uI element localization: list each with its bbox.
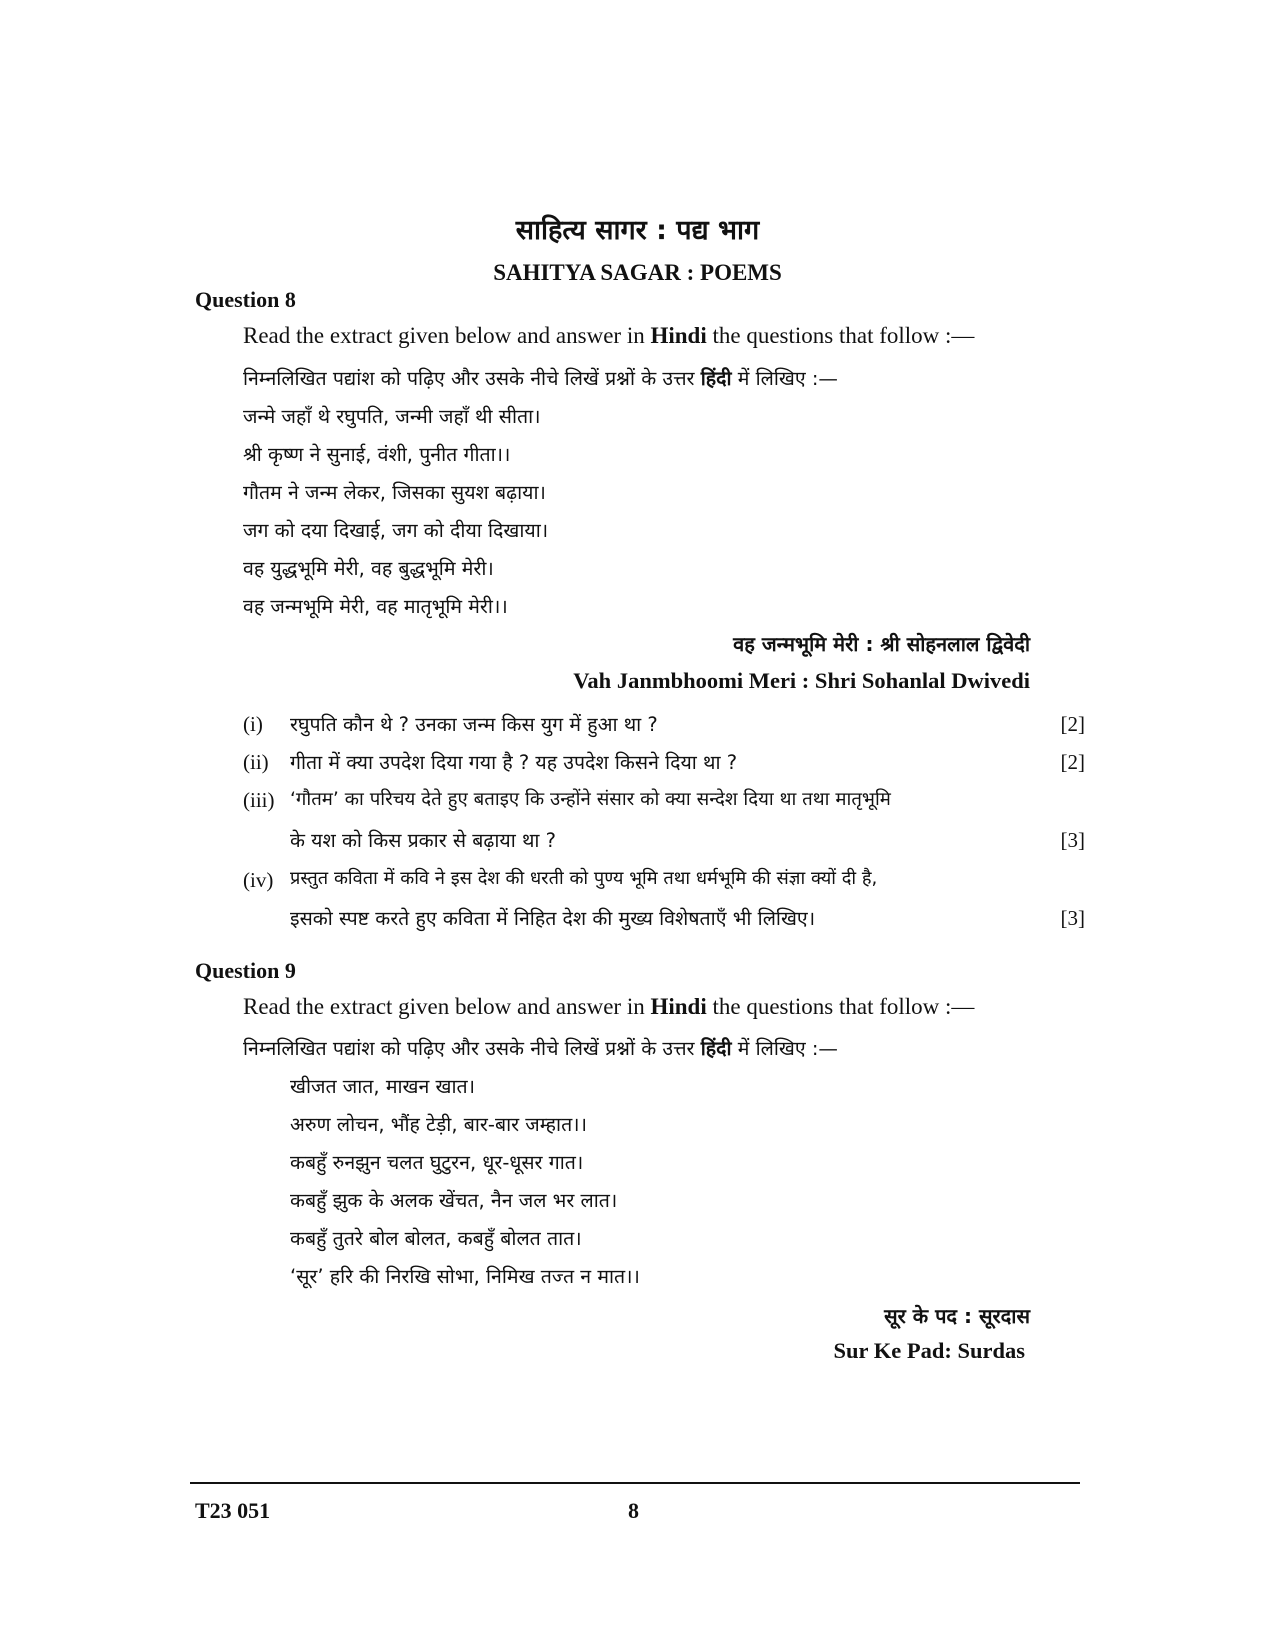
q8-verse-line: जन्मे जहाँ थे रघुपति, जन्मी जहाँ थी सीता। bbox=[243, 405, 541, 428]
q8-question-text: रघुपति कौन थे ? उनका जन्म किस युग में हुआ था ? bbox=[290, 713, 658, 736]
q9-verse-line: ‘सूर’ हरि की निरखि सोभा, निमिख तज्त न मात।। bbox=[290, 1265, 640, 1288]
q8-question-text: इसको स्पष्ट करते हुए कविता में निहित देश की मुख्य विशेषताएँ भी लिखिए। bbox=[290, 907, 816, 930]
q8-question-text: प्रस्तुत कविता में कवि ने इस देश की धरती को पुण्य भूमि तथा धर्मभूमि की संज्ञा क्यों दी है, bbox=[290, 868, 878, 889]
q9-verse-line: कबहुँ झुक के अलक खेंचत, नैन जल भर लात। bbox=[290, 1189, 618, 1212]
footer-divider bbox=[190, 1482, 1080, 1484]
section-title-hindi: साहित्य सागर : पद्य भाग bbox=[515, 215, 760, 246]
q8-question-marks: [3] bbox=[1060, 828, 1085, 852]
q8-source-english: Vah Janmbhoomi Meri : Shri Sohanlal Dwivedi bbox=[573, 668, 1030, 693]
q8-question-number: (iii) bbox=[243, 788, 275, 812]
q8-question-number: (i) bbox=[243, 712, 263, 736]
q8-question-text: ‘गौतम’ का परिचय देते हुए बताइए कि उन्होंने संसार को क्या सन्देश दिया था तथा मातृभूमि bbox=[290, 789, 891, 810]
q8-question-number: (ii) bbox=[243, 750, 269, 774]
q8-question-marks: [2] bbox=[1060, 712, 1085, 736]
q9-source-hindi: सूर के पद : सूरदास bbox=[884, 1304, 1030, 1328]
q8-question-text: गीता में क्या उपदेश दिया गया है ? यह उपदेश किसने दिया था ? bbox=[290, 751, 738, 774]
q8-verse-line: जग को दया दिखाई, जग को दीया दिखाया। bbox=[243, 519, 549, 542]
question-9-heading: Question 9 bbox=[195, 958, 296, 983]
footer-paper-code: T23 051 bbox=[195, 1498, 271, 1523]
q8-question-marks: [2] bbox=[1060, 750, 1085, 774]
q9-verse-line: खीजत जात, माखन खात। bbox=[290, 1075, 476, 1098]
q8-verse-line: श्री कृष्ण ने सुनाई, वंशी, पुनीत गीता।। bbox=[243, 443, 511, 466]
q8-instruction-hindi: निम्नलिखित पद्यांश को पढ़िए और उसके नीचे लिखें प्रश्नों के उत्तर हिंदी में लिखिए :— bbox=[243, 367, 838, 390]
q8-instruction-english: Read the extract given below and answer in Hindi the questions that follow :— bbox=[243, 323, 975, 348]
section-title-english: SAHITYA SAGAR : POEMS bbox=[493, 260, 782, 285]
q9-verse-line: अरुण लोचन, भौंह टेड़ी, बार-बार जम्हात।। bbox=[290, 1113, 587, 1136]
q8-verse-line: वह जन्मभूमि मेरी, वह मातृभूमि मेरी।। bbox=[243, 595, 508, 618]
q9-verse-line: कबहुँ रुनझुन चलत घुटुरन, धूर-धूसर गात। bbox=[290, 1151, 584, 1174]
q8-verse-line: गौतम ने जन्म लेकर, जिसका सुयश बढ़ाया। bbox=[243, 481, 546, 504]
q8-source-hindi: वह जन्मभूमि मेरी : श्री सोहनलाल द्विवेदी bbox=[733, 632, 1030, 656]
q8-question-text: के यश को किस प्रकार से बढ़ाया था ? bbox=[290, 829, 557, 852]
q8-verse-line: वह युद्धभूमि मेरी, वह बुद्धभूमि मेरी। bbox=[243, 557, 494, 580]
q9-instruction-hindi: निम्नलिखित पद्यांश को पढ़िए और उसके नीचे लिखें प्रश्नों के उत्तर हिंदी में लिखिए :— bbox=[243, 1037, 838, 1060]
question-8-heading: Question 8 bbox=[195, 287, 296, 312]
q8-question-number: (iv) bbox=[243, 868, 274, 892]
q8-question-marks: [3] bbox=[1060, 906, 1085, 930]
q9-verse-line: कबहुँ तुतरे बोल बोलत, कबहुँ बोलत तात। bbox=[290, 1227, 582, 1250]
q9-instruction-english: Read the extract given below and answer in Hindi the questions that follow :— bbox=[243, 994, 975, 1019]
footer-page-number: 8 bbox=[628, 1498, 639, 1523]
q9-source-english: Sur Ke Pad: Surdas bbox=[833, 1338, 1025, 1363]
